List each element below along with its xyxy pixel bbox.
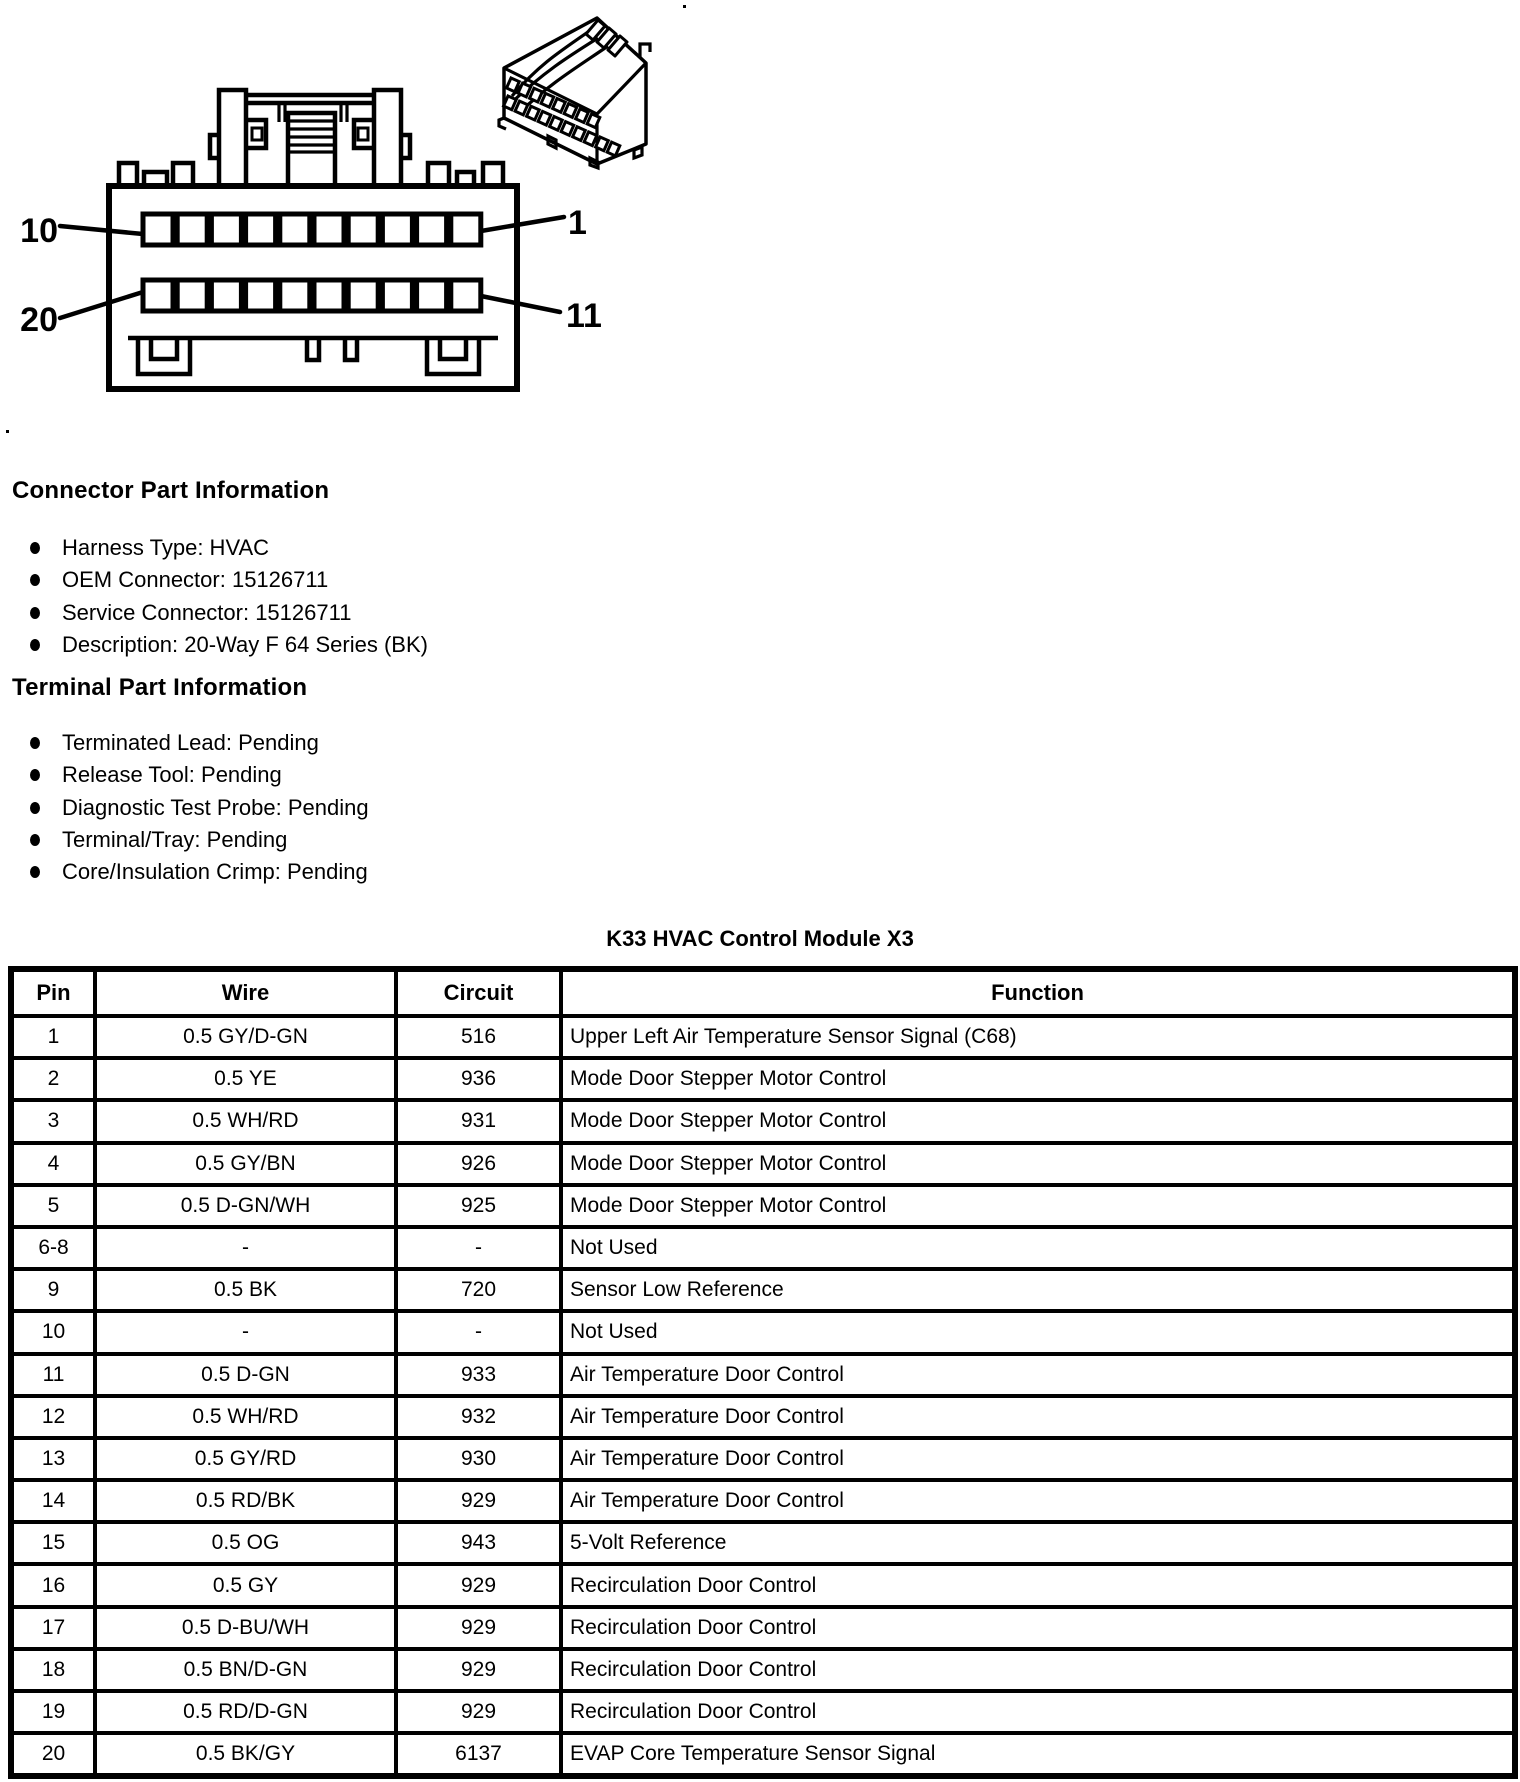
table-row xyxy=(11,1438,1515,1480)
scan-dot xyxy=(683,5,686,8)
cell-fn: Upper Left Air Temperature Sensor Signal (C68) xyxy=(561,1016,1515,1058)
pin-cavity xyxy=(280,280,310,311)
cell-pin: 18 xyxy=(11,1649,95,1691)
cell-wire: 0.5 GY/RD xyxy=(95,1438,396,1480)
cell-circuit: 516 xyxy=(396,1016,561,1058)
cell-wire: - xyxy=(95,1311,396,1353)
connector-face-view xyxy=(20,90,602,389)
bullet-item: Service Connector: 15126711 xyxy=(22,597,428,629)
table-header-row xyxy=(11,969,1515,1016)
terminal-part-information-list xyxy=(22,727,369,888)
column-header-wire: Wire xyxy=(95,969,396,1016)
cell-circuit: 931 xyxy=(396,1100,561,1142)
table-row xyxy=(11,1522,1515,1564)
cell-pin: 11 xyxy=(11,1354,95,1396)
cell-circuit: 926 xyxy=(396,1143,561,1185)
cell-pin: 4 xyxy=(11,1143,95,1185)
pin-cavity xyxy=(177,214,207,245)
cell-fn: Air Temperature Door Control xyxy=(561,1354,1515,1396)
pin-cavity xyxy=(348,280,378,311)
cell-pin: 20 xyxy=(11,1733,95,1776)
pin-cavity-row-1 xyxy=(143,214,481,245)
cell-circuit: 929 xyxy=(396,1564,561,1606)
pin-cavity xyxy=(382,280,412,311)
connector-3d-view xyxy=(499,18,650,168)
cell-circuit: 929 xyxy=(396,1480,561,1522)
table-row xyxy=(11,1311,1515,1353)
cell-pin: 10 xyxy=(11,1311,95,1353)
cell-wire: 0.5 BK/GY xyxy=(95,1733,396,1776)
cell-pin: 5 xyxy=(11,1185,95,1227)
cell-wire: 0.5 BK xyxy=(95,1269,396,1311)
pin-cavity xyxy=(417,214,447,245)
latch-assembly xyxy=(210,90,410,186)
cell-wire: 0.5 YE xyxy=(95,1058,396,1100)
table-row xyxy=(11,1354,1515,1396)
table-row xyxy=(11,1227,1515,1269)
cell-wire: 0.5 BN/D-GN xyxy=(95,1649,396,1691)
pin-cavity xyxy=(143,214,173,245)
table-row xyxy=(11,1185,1515,1227)
cell-circuit: - xyxy=(396,1311,561,1353)
bullet-item: Description: 20-Way F 64 Series (BK) xyxy=(22,629,428,661)
pin-label-1: 1 xyxy=(568,204,587,242)
table-row xyxy=(11,1016,1515,1058)
cell-fn: Air Temperature Door Control xyxy=(561,1480,1515,1522)
cell-fn: Not Used xyxy=(561,1311,1515,1353)
top-bump xyxy=(428,163,449,186)
cell-pin: 16 xyxy=(11,1564,95,1606)
cell-fn: Mode Door Stepper Motor Control xyxy=(561,1058,1515,1100)
column-header-circuit: Circuit xyxy=(396,969,561,1016)
cell-wire: 0.5 RD/D-GN xyxy=(95,1691,396,1733)
table-row xyxy=(11,1480,1515,1522)
pin-cavity xyxy=(451,280,481,311)
column-header-pin: Pin xyxy=(11,969,95,1016)
table-row xyxy=(11,1143,1515,1185)
cell-wire: 0.5 OG xyxy=(95,1522,396,1564)
cell-pin: 17 xyxy=(11,1607,95,1649)
cell-circuit: 936 xyxy=(396,1058,561,1100)
cell-pin: 12 xyxy=(11,1396,95,1438)
cell-circuit: 933 xyxy=(396,1354,561,1396)
bullet-item: Terminated Lead: Pending xyxy=(22,727,369,759)
cell-pin: 19 xyxy=(11,1691,95,1733)
bullet-item: Release Tool: Pending xyxy=(22,759,369,791)
table-row xyxy=(11,1691,1515,1733)
table-row xyxy=(11,1396,1515,1438)
bullet-item: Harness Type: HVAC xyxy=(22,532,428,564)
pin-cavity xyxy=(246,214,276,245)
connector-part-information-list xyxy=(22,532,428,661)
cell-circuit: 720 xyxy=(396,1269,561,1311)
cell-pin: 2 xyxy=(11,1058,95,1100)
cell-wire: - xyxy=(95,1227,396,1269)
cell-pin: 14 xyxy=(11,1480,95,1522)
cell-fn: Air Temperature Door Control xyxy=(561,1396,1515,1438)
pin-cavity xyxy=(211,214,241,245)
cell-circuit: 6137 xyxy=(396,1733,561,1776)
cell-pin: 6-8 xyxy=(11,1227,95,1269)
pin-label-20: 20 xyxy=(20,301,58,339)
connector-part-information-heading: Connector Part Information xyxy=(12,477,330,504)
bullet-item: Diagnostic Test Probe: Pending xyxy=(22,792,369,824)
pin-cavity xyxy=(348,214,378,245)
cell-wire: 0.5 RD/BK xyxy=(95,1480,396,1522)
pin-cavity xyxy=(382,214,412,245)
bullet-item: OEM Connector: 15126711 xyxy=(22,564,428,596)
cell-wire: 0.5 WH/RD xyxy=(95,1100,396,1142)
cell-circuit: 930 xyxy=(396,1438,561,1480)
pin-cavity xyxy=(280,214,310,245)
table-row xyxy=(11,1269,1515,1311)
cell-wire: 0.5 GY xyxy=(95,1564,396,1606)
cell-fn: Sensor Low Reference xyxy=(561,1269,1515,1311)
cell-wire: 0.5 D-GN xyxy=(95,1354,396,1396)
cell-pin: 1 xyxy=(11,1016,95,1058)
cell-wire: 0.5 D-GN/WH xyxy=(95,1185,396,1227)
bullet-item: Terminal/Tray: Pending xyxy=(22,824,369,856)
top-bump xyxy=(119,163,137,186)
cell-circuit: 943 xyxy=(396,1522,561,1564)
cell-pin: 13 xyxy=(11,1438,95,1480)
table-row xyxy=(11,1564,1515,1606)
cell-fn: Recirculation Door Control xyxy=(561,1691,1515,1733)
pinout-table xyxy=(8,966,1518,1779)
cell-fn: 5-Volt Reference xyxy=(561,1522,1515,1564)
cell-circuit: - xyxy=(396,1227,561,1269)
cell-fn: Recirculation Door Control xyxy=(561,1649,1515,1691)
cell-pin: 9 xyxy=(11,1269,95,1311)
cell-wire: 0.5 D-BU/WH xyxy=(95,1607,396,1649)
connector-diagram xyxy=(0,0,1520,440)
table-row xyxy=(11,1733,1515,1776)
top-bump xyxy=(483,163,503,186)
table-title: K33 HVAC Control Module X3 xyxy=(606,926,914,951)
pin-cavity xyxy=(314,214,344,245)
cell-fn: Recirculation Door Control xyxy=(561,1564,1515,1606)
cell-wire: 0.5 GY/D-GN xyxy=(95,1016,396,1058)
cell-fn: Not Used xyxy=(561,1227,1515,1269)
cell-fn: Recirculation Door Control xyxy=(561,1607,1515,1649)
cell-circuit: 929 xyxy=(396,1691,561,1733)
cell-circuit: 932 xyxy=(396,1396,561,1438)
pin-cavity xyxy=(417,280,447,311)
pin-cavity xyxy=(451,214,481,245)
cell-wire: 0.5 WH/RD xyxy=(95,1396,396,1438)
terminal-part-information-heading: Terminal Part Information xyxy=(12,674,308,701)
scan-dot xyxy=(6,430,9,433)
table-row xyxy=(11,1649,1515,1691)
cell-circuit: 929 xyxy=(396,1607,561,1649)
cell-fn: Mode Door Stepper Motor Control xyxy=(561,1143,1515,1185)
pin-cavity xyxy=(177,280,207,311)
cell-fn: Mode Door Stepper Motor Control xyxy=(561,1100,1515,1142)
pin-cavity xyxy=(246,280,276,311)
pin-cavity xyxy=(211,280,241,311)
cell-fn: Air Temperature Door Control xyxy=(561,1438,1515,1480)
pin-cavity xyxy=(143,280,173,311)
bullet-item: Core/Insulation Crimp: Pending xyxy=(22,856,369,888)
cell-circuit: 925 xyxy=(396,1185,561,1227)
table-row xyxy=(11,1100,1515,1142)
table-row xyxy=(11,1058,1515,1100)
cell-fn: EVAP Core Temperature Sensor Signal xyxy=(561,1733,1515,1776)
pin-cavity-row-2 xyxy=(143,280,481,311)
pin-label-10: 10 xyxy=(20,212,58,250)
cell-pin: 15 xyxy=(11,1522,95,1564)
table-row xyxy=(11,1607,1515,1649)
cell-circuit: 929 xyxy=(396,1649,561,1691)
top-bump xyxy=(173,163,193,186)
column-header-function: Function xyxy=(561,969,1515,1016)
cell-fn: Mode Door Stepper Motor Control xyxy=(561,1185,1515,1227)
pin-label-11: 11 xyxy=(566,297,602,335)
pin-cavity xyxy=(314,280,344,311)
cell-pin: 3 xyxy=(11,1100,95,1142)
cell-wire: 0.5 GY/BN xyxy=(95,1143,396,1185)
